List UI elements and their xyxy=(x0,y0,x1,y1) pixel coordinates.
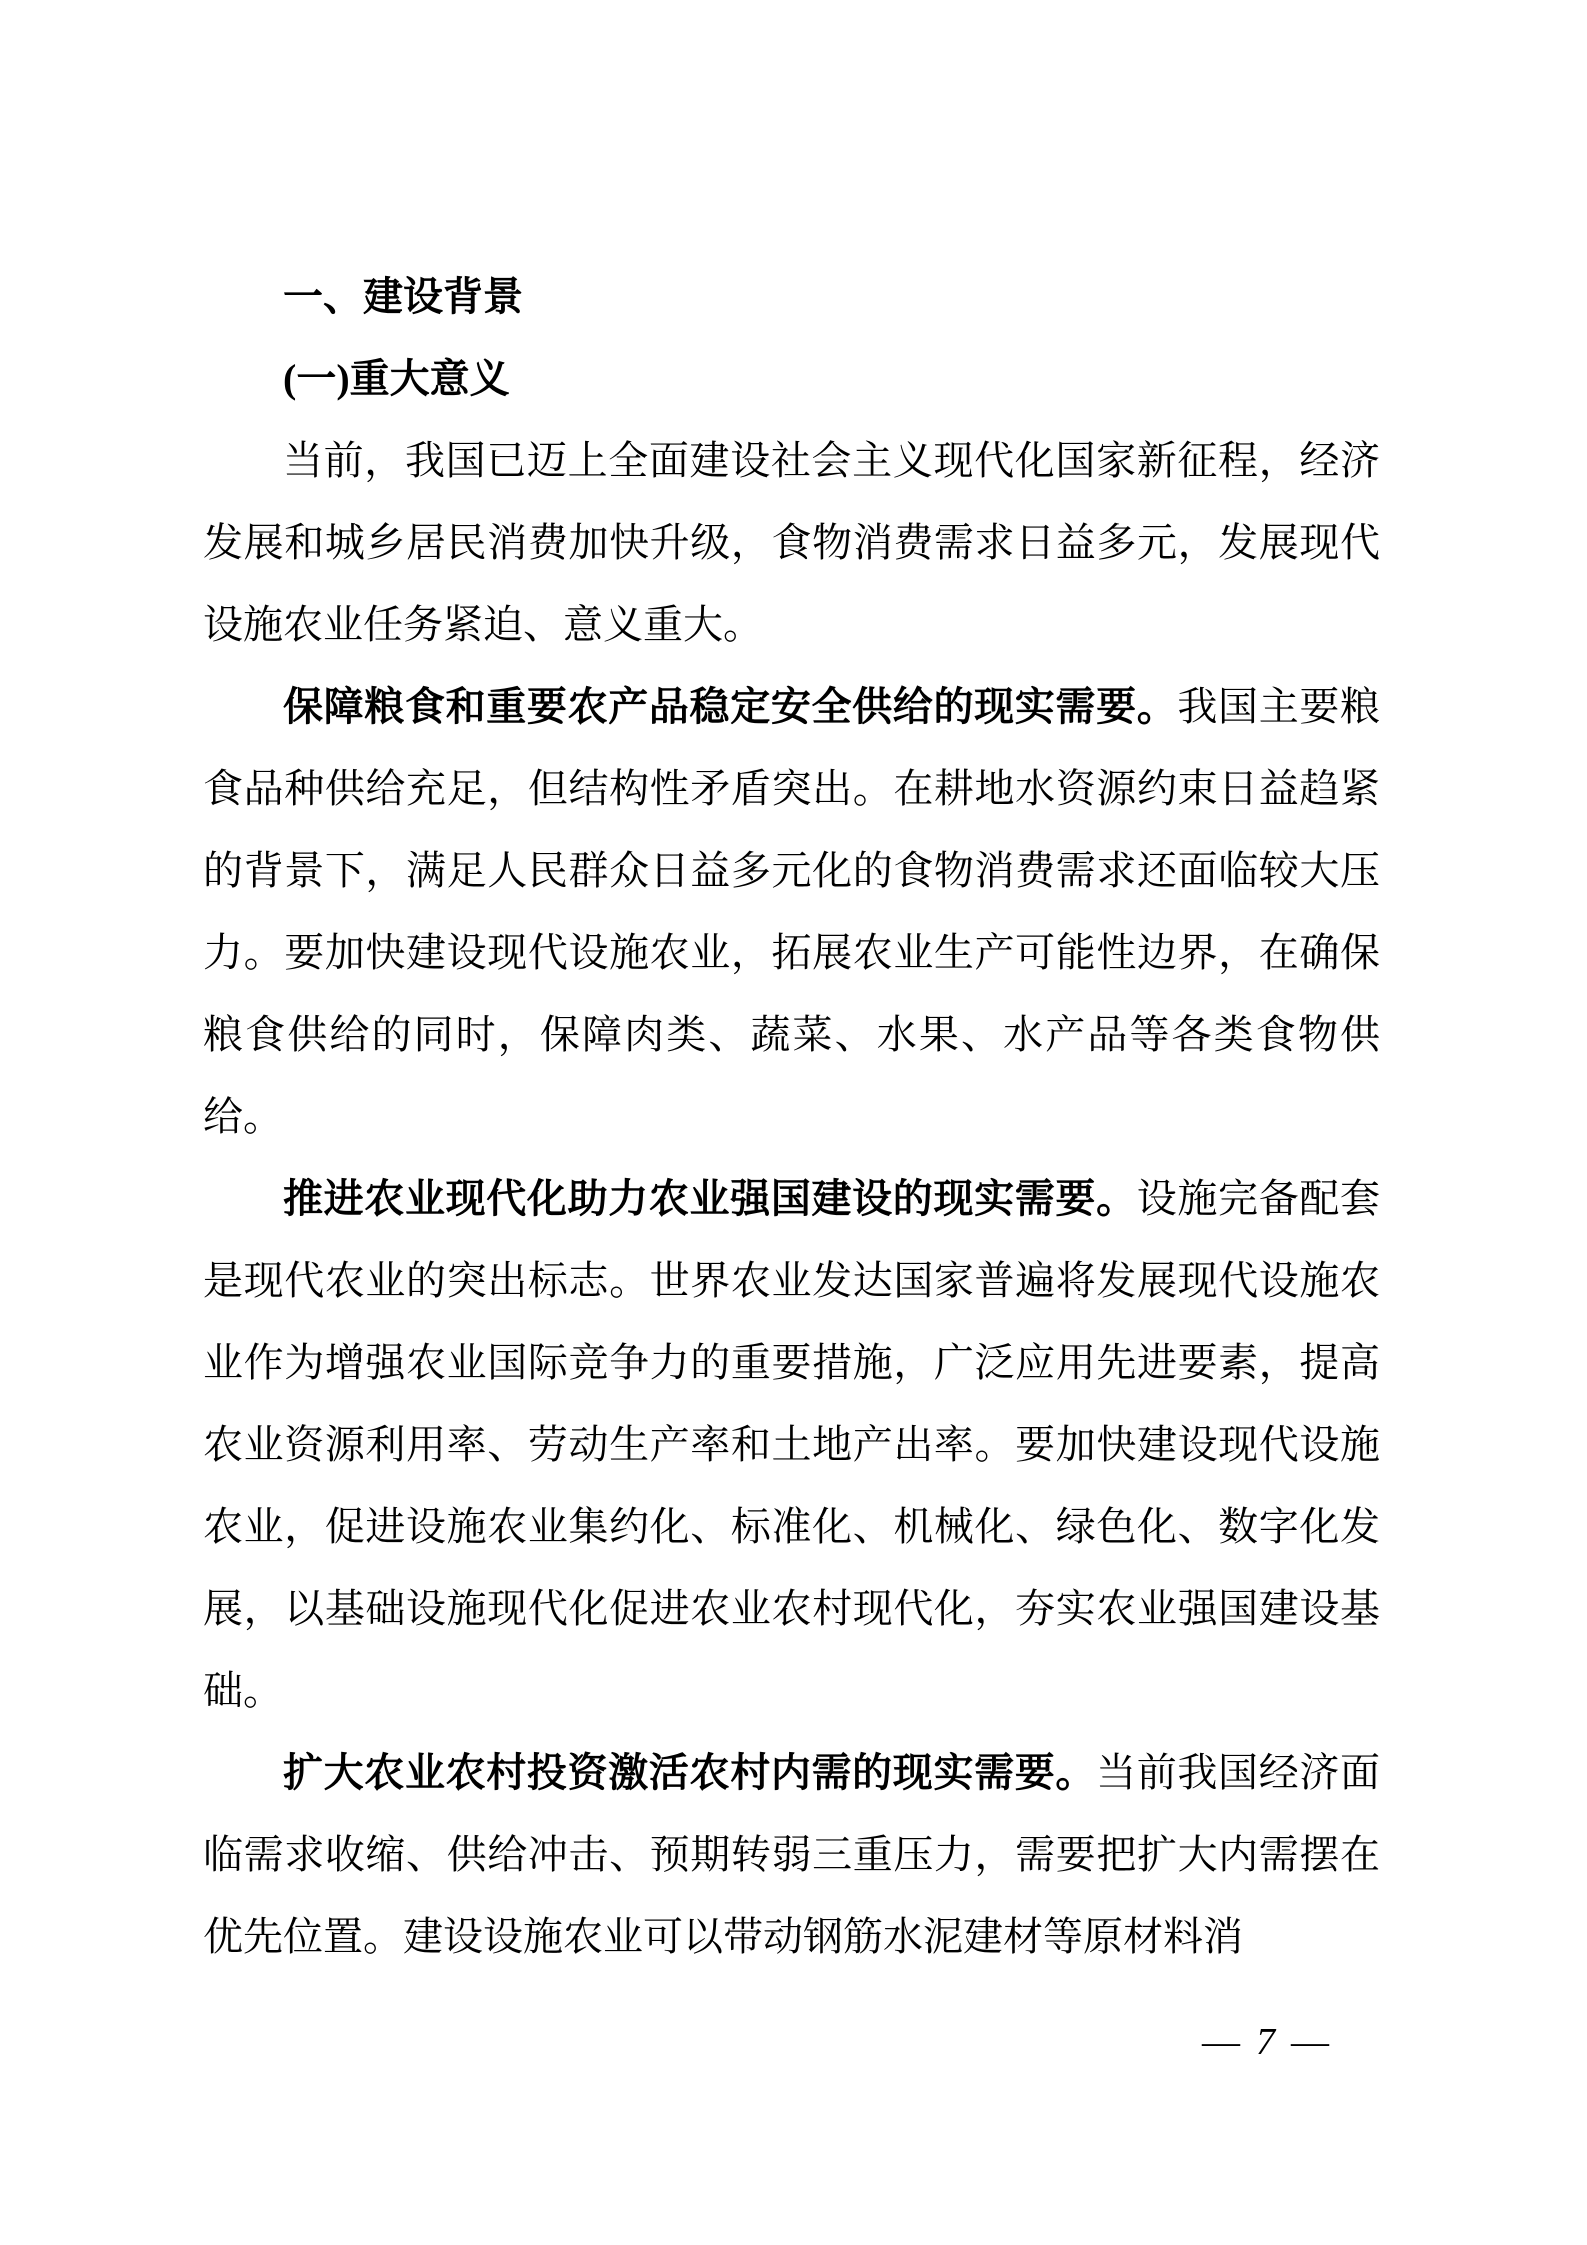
subsection-heading: (一)重大意义 xyxy=(283,356,510,401)
paragraph-2 xyxy=(203,666,1380,1158)
section-heading: 一、建设背景 xyxy=(283,275,523,319)
paragraph-4 xyxy=(203,1732,1380,1978)
paragraph-3-lead: 推进农业现代化助力农业强国建设的现实需要。 xyxy=(283,1176,1137,1221)
paragraph-4-text: 当前我国经济面临需求收缩、供给冲击、预期转弱三重压力，需要把扩大内需摆在优先位置。建设设施农业可以带动钢筋水泥建材等原材料消 xyxy=(203,1750,1381,1959)
page-number-left-dash: — xyxy=(1202,2021,1240,2063)
paragraph-2-text: 我国主要粮食品种供给充足，但结构性矛盾突出。在耕地水资源约束日益趋紧的背景下，满足人民群众日益多元化的食物消费需求还面临较大压力。要加快建设现代设施农业，拓展农业生产可能性边界，在确保粮食供给的同时，保障肉类、蔬菜、水果、水产品等各类食物供给。 xyxy=(203,684,1381,1139)
paragraph-1 xyxy=(203,420,1380,666)
paragraph-3-text: 设施完备配套是现代农业的突出标志。世界农业发达国家普遍将发展现代设施农业作为增强农业国际竞争力的重要措施，广泛应用先进要素，提高农业资源利用率、劳动生产率和土地产出率。要加快建设现代设施农业，促进设施农业集约化、标准化、机械化、绿色化、数字化发展，以基础设施现代化促进农业农村现代化，夯实农业强国建设基础。 xyxy=(203,1176,1381,1713)
paragraph-1-text: 当前，我国已迈上全面建设社会主义现代化国家新征程，经济发展和城乡居民消费加快升级，食物消费需求日益多元，发展现代设施农业任务紧迫、意义重大。 xyxy=(203,438,1380,647)
paragraph-3 xyxy=(203,1158,1380,1732)
paragraph-4-lead: 扩大农业农村投资激活农村内需的现实需要。 xyxy=(283,1750,1097,1795)
page-number-right-dash: — xyxy=(1291,2021,1329,2063)
paragraph-2-lead: 保障粮食和重要农产品稳定安全供给的现实需要。 xyxy=(283,684,1178,729)
page-number xyxy=(1202,2022,1329,2062)
page-number-value: 7 xyxy=(1256,2021,1275,2063)
